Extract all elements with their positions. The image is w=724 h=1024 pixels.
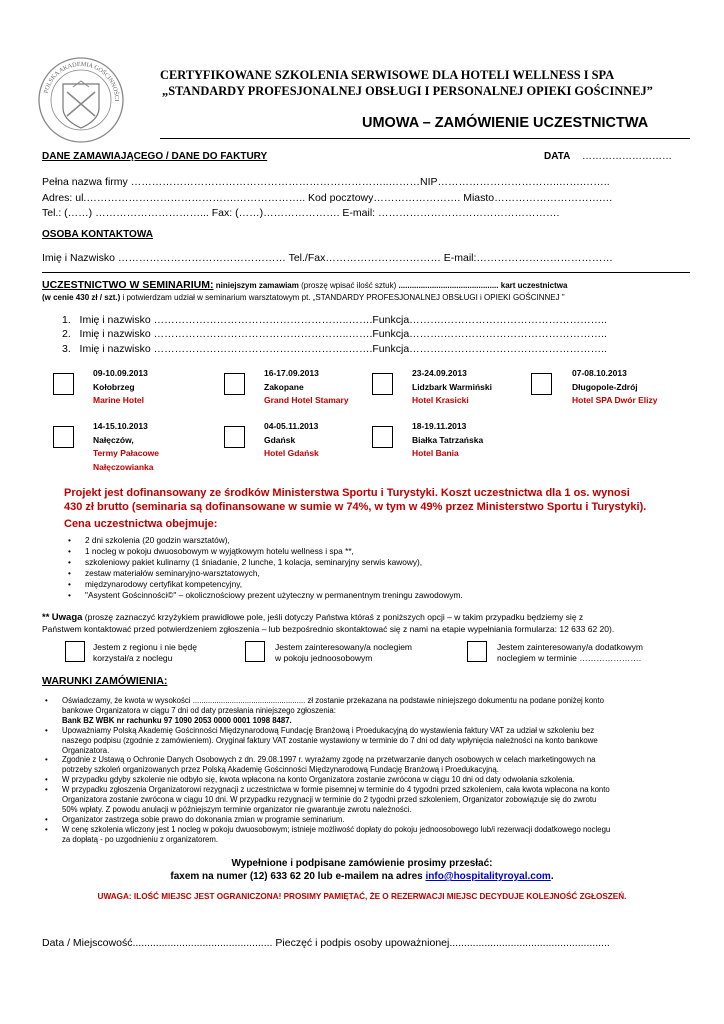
title-divider <box>160 138 690 139</box>
header-line2: „STANDARDY PROFESJONALNEJ OBSŁUGI I PERSONALNEJ OPIEKI GOŚCINNEJ” <box>162 84 653 98</box>
list-item: • 2 dni szkolenia (20 godzin warsztatów), <box>85 535 463 546</box>
participant-number: 3. <box>62 343 71 355</box>
list-item: • Oświadczamy, że kwota w wysokości .................................................... zł zostanie przekazana na podstawie niniejszego dokumentu na podane poniżej konto bankowe Organizatora w ciągu 7 dni od daty przesłania niniejszego zgłoszenia: Bank BZ WBK nr rachunku 97 1090 2053 0000 0001 1098 8487. <box>62 696 702 726</box>
list-item: • Zgodnie z Ustawą o Ochronie Danych Osobowych z dn. 29.08.1997 r. wyrażamy zgodę na przetwarzanie danych osobowych w celach marketingowych na potrzeby szkoleń organizowanych przez Polską Akademię Gościnności Międzynarodową Fundację Branżową i Proedukacyjną. <box>62 755 702 775</box>
contact-heading: OSOBA KONTAKTOWA <box>42 229 153 240</box>
order-hint: (proszę wpisać ilość sztuk) <box>301 281 397 290</box>
funding-line1: Projekt jest dofinansowany ze środków Ministerstwa Sportu i Turystyki. Koszt uczestnictwa dla 1 os. wynosi <box>64 487 630 499</box>
list-item: • W przypadku zgłoszenia Organizatorowi rezygnacji z uczestnictwa w formie pisemnej w terminie do 4 tygodni przed szkoleniem, cała kwota wpłacona na konto Organizatora zostanie zwrócona w ciągu 10 dni. W przypadku rezygnacji w terminie do 2 tygodni przed szkoleniem, Organizator zobowiązuje się do zwrotu 50% wpłaty. Z powodu anulacji w późniejszym terminie organizator nie gwarantuje zwrotu należności. <box>62 785 702 815</box>
terms-list <box>62 696 702 845</box>
address-fields[interactable]: Adres: ul.…………………………………….……………….. Kod pocztowy……………………. Miasto………………………….… <box>42 192 613 204</box>
note-stars: ** <box>42 612 50 623</box>
note-line2: Państwem kontaktować przed potwierdzeniem zgłoszenia – lub bezpośrednio skontaktować się z nami na etapie wypełniania formularza: 12 633 62 20). <box>42 624 615 634</box>
participant-row-1[interactable] <box>62 314 607 326</box>
list-item: • W cenę szkolenia wliczony jest 1 nocleg w pokoju dwuosobowym; istnieje możliwość dopłaty do pokoju jednoosobowego lub/i rezerwacji dodatkowego noclegu za dopłatą - po uzgodnieniu z organizatorem. <box>62 825 702 845</box>
list-item: • 1 nocleg w pokoju dwuosobowym w wyjątkowym hotelu wellness i spa **, <box>85 546 463 557</box>
participant-fields[interactable]: Imię i nazwisko ………………………………………………..…….Funkcja……….……………………………………….. <box>79 328 607 340</box>
cards-label: kart uczestnictwa <box>500 281 568 290</box>
participation-heading: UCZESTNICTWO W SEMINARIUM: <box>42 279 214 291</box>
note-text: (proszę zaznaczyć krzyżykiem prawidłowe pole, jeśli dotyczy Państwa któraś z poniższych opcji – w takim przypadku będziemy się z <box>84 612 584 622</box>
participation-line1 <box>42 279 690 291</box>
quantity-field[interactable]: ............................................. <box>398 281 499 290</box>
option-checkbox-single-room[interactable] <box>245 641 265 662</box>
phone-fields[interactable]: Tel.: (……) …………………………... Fax: (……)…………………. E-mail: ……………………………………………. <box>42 207 560 219</box>
client-heading: DANE ZAMAWIAJĄCEGO / DANE DO FAKTURY <box>42 151 268 162</box>
seminar-option-dlugopole: 07-08.10.2013 Długopole-Zdrój Hotel SPA Dwór Elizy <box>572 368 658 405</box>
send-instructions <box>0 871 724 882</box>
date-label: DATA <box>544 151 571 162</box>
email-link[interactable]: info@hospitalityroyal.com <box>425 871 551 882</box>
list-item: • szkoleniowy pakiet kulinarny (1 śniadanie, 2 lunche, 1 kolacja, seminaryjny serwis kawowy), <box>85 557 463 568</box>
participant-number: 2. <box>62 328 71 340</box>
signature-line[interactable]: Data / Miejscowość................................................ Pieczęć i podpis osoby upoważnionej....................................................... <box>42 937 610 949</box>
participation-line2 <box>42 293 565 302</box>
confirm-text: i potwierdzam udział w seminarium warsztatowym pt. „STANDARDY PROFESJONALNEJ OBSŁUGI i OPIEKI GOŚCINNEJ ” <box>122 293 565 302</box>
page-title: UMOWA – ZAMÓWIENIE UCZESTNICTWA <box>362 115 649 131</box>
seminar-option-zakopane: 16-17.09.2013 Zakopane Grand Hotel Stamary <box>264 368 349 405</box>
seminar-checkbox-lidzbark[interactable] <box>372 373 393 395</box>
svg-text:POLSKA AKADEMIA GOŚCINNOŚCI: POLSKA AKADEMIA GOŚCINNOŚCI <box>42 60 121 102</box>
list-item: • Organizator zastrzega sobie prawo do dokonania zmian w programie seminarium. <box>62 815 702 825</box>
academy-seal-icon <box>37 56 125 144</box>
participant-row-2[interactable] <box>62 328 607 340</box>
seminar-checkbox-naleczow[interactable] <box>53 426 74 448</box>
participant-number: 1. <box>62 314 71 326</box>
seminar-option-lidzbark: 23-24.09.2013 Lidzbark Warmiński Hotel Krasicki <box>412 368 492 405</box>
seminar-checkbox-gdansk[interactable] <box>224 426 245 448</box>
capacity-warning: UWAGA: ILOŚĆ MIEJSC JEST OGRANICZONA! PROSIMY PAMIĘTAĆ, ŻE O REZERWACJI MIEJSC DECYDUJE KOLEJNOŚĆ ZGŁOSZEŃ. <box>97 892 627 901</box>
seminar-checkbox-dlugopole[interactable] <box>531 373 552 395</box>
header-line1: CERTYFIKOWANE SZKOLENIA SERWISOWE DLA HOTELI WELLNESS I SPA <box>160 68 615 82</box>
option-single-room: Jestem zainteresowany/a noclegiem w pokoju jednoosobowym <box>275 642 413 663</box>
terms-heading: WARUNKI ZAMÓWIENIA: <box>42 675 168 687</box>
date-field[interactable]: ……………………… <box>582 151 672 162</box>
includes-list <box>85 535 463 601</box>
seminar-checkbox-zakopane[interactable] <box>224 373 245 395</box>
send-end: . <box>550 871 554 882</box>
section-divider <box>42 272 690 273</box>
seminar-option-naleczow: 14-15.10.2013 Nałęczów, Termy Pałacowe Nałęczowianka <box>93 421 159 472</box>
list-item: • W przypadku gdyby szkolenie nie odbyło się, kwota wpłacona na konto Organizatora zostanie zwrócona w ciągu 10 dni od daty odwołania szkolenia. <box>62 775 702 785</box>
participant-row-3[interactable] <box>62 343 607 355</box>
participant-fields[interactable]: Imię i nazwisko ………………………………………………..…….Funkcja……….……………………………………….. <box>79 343 607 355</box>
list-item: • międzynarodowy certyfikat kompetencyjny, <box>85 579 463 590</box>
note-line1 <box>42 612 583 623</box>
option-checkbox-extra-night[interactable] <box>467 641 487 662</box>
send-text: faxem na numer (12) 633 62 20 lub e-mailem na adres <box>170 871 423 882</box>
seminar-option-kolobrzeg: 09-10.09.2013 Kołobrzeg Marine Hotel <box>93 368 148 405</box>
academy-logo <box>37 56 125 144</box>
seminar-option-bialka: 18-19.11.2013 Białka Tatrzańska Hotel Bania <box>412 421 484 458</box>
list-item: • zestaw materiałów seminaryjno-warsztatowych, <box>85 568 463 579</box>
seminar-checkbox-kolobrzeg[interactable] <box>53 373 74 395</box>
participant-fields[interactable]: Imię i nazwisko ………………………………………………..…….Funkcja……….……………………………………….. <box>79 314 607 326</box>
option-checkbox-no-lodging[interactable] <box>65 641 85 662</box>
option-no-lodging: Jestem z regionu i nie będę korzystał/a z noclegu <box>93 642 197 663</box>
funding-line2: 430 zł brutto (seminaria są dofinansowane w sumie w 74%, w tym w 49% przez Ministerstwo Sportu i Turystyki). <box>64 501 647 513</box>
list-item: • Upoważniamy Polską Akademię Gościnności Międzynarodową Fundację Branżową i Proedukacyjną do wystawienia faktury VAT za udział w szkoleniu bez naszego podpisu (zgodnie z zamówieniem). Oryginał faktury VAT zostanie wystawiony w terminie do 7 dni od daty wpłynięcia należności na konto bankowe Organizatora. <box>62 726 702 756</box>
seminar-checkbox-bialka[interactable] <box>372 426 393 448</box>
note-label: Uwaga <box>51 612 83 623</box>
option-extra-night: Jestem zainteresowany/a dodatkowym noclegiem w terminie …………………. <box>497 642 643 663</box>
contact-fields[interactable]: Imię i Nazwisko ………………………………………… Tel./Fax…………………………… E-mail:………………………………… <box>42 252 613 264</box>
send-heading: Wypełnione i podpisane zamówienie prosimy przesłać: <box>231 858 493 869</box>
list-item: • "Asystent Gościnności©" – okolicznościowy prezent użyteczny w permanentnym treningu zawodowym. <box>85 590 463 601</box>
company-fields[interactable]: Pełna nazwa firmy ………………………………………………………………..………NIP……………………………..…….…….. <box>42 176 610 188</box>
includes-heading: Cena uczestnictwa obejmuje: <box>64 518 218 530</box>
price-note: (w cenie 430 zł / szt.) <box>42 293 121 302</box>
order-text: niniejszym zamawiam <box>215 281 299 290</box>
seminar-option-gdansk: 04-05.11.2013 Gdańsk Hotel Gdańsk <box>264 421 319 458</box>
